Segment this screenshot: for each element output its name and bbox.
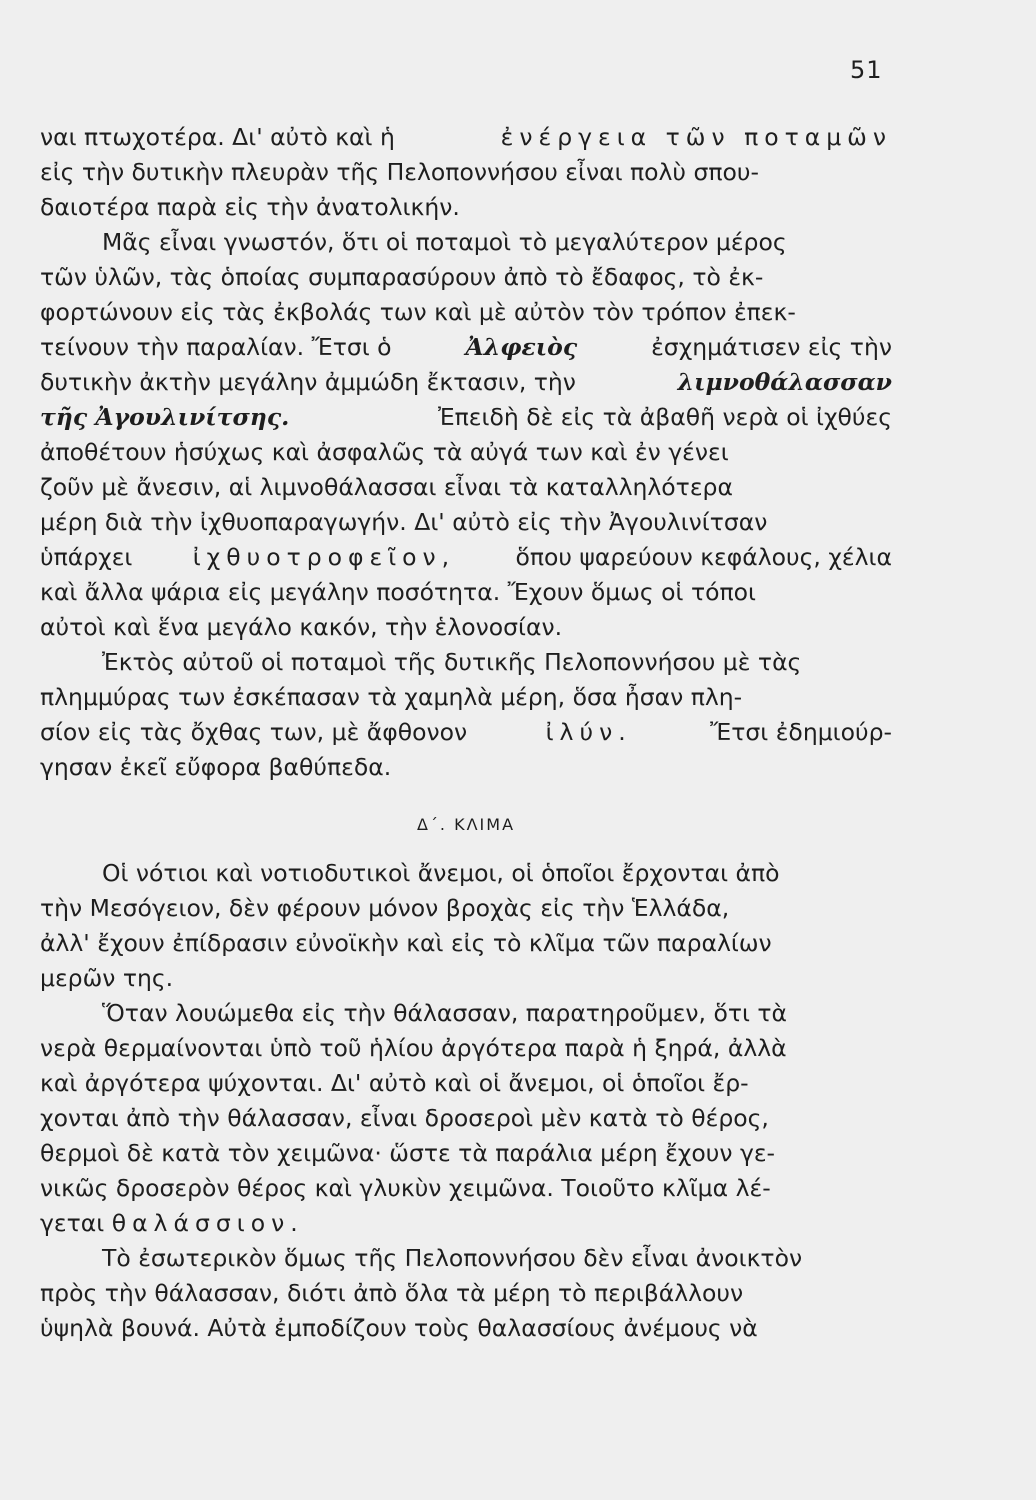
text-span: ναι πτωχοτέρα. Δι' αὐτὸ καὶ ἡ [40,123,395,151]
text-line: δαιοτέρα παρὰ εἰς τὴν ἀνατολικήν. [40,193,460,221]
text-line: πρὸς τὴν θάλασσαν, διότι ἀπὸ ὅλα τὰ μέρη τὸ περιβάλλουν [40,1279,744,1307]
bold-term: λιμνοθάλασσαν [677,368,892,396]
text-line: ὑψηλὰ βουνά. Αὐτὰ ἐμποδίζουν τοὺς θαλασσίους ἀνέμους νὰ [40,1314,758,1342]
spaced-text: ἰχθυοτροφεῖον, [192,543,456,571]
text-line: καὶ ἄλλα ψάρια εἰς μεγάλην ποσότητα. Ἔχουν ὅμως οἱ τόποι [40,578,756,606]
text-line: φορτώνουν εἰς τὰς ἐκβολάς των καὶ μὲ αὐτὸν τὸν τρόπον ἐπεκ- [40,298,796,326]
text-line: αὐτοὶ καὶ ἕνα μεγάλο κακόν, τὴν ἑλονοσίαν. [40,613,563,641]
text-line: ζοῦν μὲ ἄνεσιν, αἱ λιμνοθάλασσαι εἶναι τὰ καταλληλότερα [40,473,733,501]
spaced-text: θαλάσσιον. [111,1209,304,1237]
text-span: Ἐπειδὴ δὲ εἰς τὰ ἀβαθῆ νερὰ οἱ ἰχθύες [437,403,892,431]
text-line: τῶν ὑλῶν, τὰς ὁποίας συμπαρασύρουν ἀπὸ τὸ ἔδαφος, τὸ ἐκ- [40,263,764,291]
text-line [40,400,892,435]
text-line: χονται ἀπὸ τὴν θάλασσαν, εἶναι δροσεροὶ μὲν κατὰ τὸ θέρος, [40,1104,769,1132]
text-line [40,365,892,400]
text-span: σίον εἰς τὰς ὄχθας των, μὲ ἄφθονον [40,718,468,746]
paragraph-4 [40,856,892,996]
text-line: καὶ ἀργότερα ψύχονται. Δι' αὐτὸ καὶ οἱ ἄνεμοι, οἱ ὁποῖοι ἔρ- [40,1069,749,1097]
body-text [40,120,892,1346]
text-line: Οἱ νότιοι καὶ νοτιοδυτικοὶ ἄνεμοι, οἱ ὁποῖοι ἔρχονται ἀπὸ [102,859,780,887]
page-number: 51 [850,56,883,84]
text-line: Ὅταν λουώμεθα εἰς τὴν θάλασσαν, παρατηροῦμεν, ὅτι τὰ [102,999,788,1027]
spaced-text: ἰλύν. [545,718,632,746]
text-line: μέρη διὰ τὴν ἰχθυοπαραγωγήν. Δι' αὐτὸ εἰς τὴν Ἀγουλινίτσαν [40,508,768,536]
paragraph-2 [40,225,892,645]
spaced-text: ἐνέργεια τῶν ποταμῶν [500,123,892,151]
text-line: νικῶς δροσερὸν θέρος καὶ γλυκὺν χειμῶνα. Τοιοῦτο κλῖμα λέ- [40,1174,771,1202]
text-line [40,120,892,155]
bold-term: Ἀλφειὸς [465,333,578,361]
text-line: γησαν ἐκεῖ εὔφορα βαθύπεδα. [40,753,392,781]
paragraph-1 [40,120,892,225]
text-line: τὴν Μεσόγειον, δὲν φέρουν μόνον βροχὰς εἰς τὴν Ἑλλάδα, [40,894,730,922]
text-span: γεται [40,1209,105,1237]
text-line: ἀποθέτουν ἡσύχως καὶ ἀσφαλῶς τὰ αὐγά των καὶ ἐν γένει [40,438,729,466]
text-line [40,330,892,365]
text-line: Ἐκτὸς αὐτοῦ οἱ ποταμοὶ τῆς δυτικῆς Πελοποννήσου μὲ τὰς [102,648,802,676]
text-span: Ἔτσι ἐδημιούρ- [710,718,892,746]
text-line: νερὰ θερμαίνονται ὑπὸ τοῦ ἡλίου ἀργότερα παρὰ ἡ ξηρά, ἀλλὰ [40,1034,787,1062]
text-line: θερμοὶ δὲ κατὰ τὸν χειμῶνα· ὥστε τὰ παράλια μέρη ἔχουν γε- [40,1139,776,1167]
bold-term: τῆς Ἀγουλινίτσης. [40,403,290,431]
text-line: Τὸ ἐσωτερικὸν ὅμως τῆς Πελοποννήσου δὲν εἶναι ἀνοικτὸν [102,1244,803,1272]
text-span: ὅπου ψαρεύουν κεφάλους, χέλια [515,543,892,571]
paragraph-6 [40,1241,892,1346]
text-line [40,715,892,750]
text-span: δυτικὴν ἀκτὴν μεγάλην ἀμμώδη ἔκτασιν, τὴν [40,368,576,396]
section-heading: Δ΄. ΚΛΙΜΑ [416,815,516,834]
text-span: ὑπάρχει [40,543,133,571]
text-line: εἰς τὴν δυτικὴν πλευρὰν τῆς Πελοποννήσου εἶναι πολὺ σπου- [40,158,759,186]
text-line: Μᾶς εἶναι γνωστόν, ὅτι οἱ ποταμοὶ τὸ μεγαλύτερον μέρος [102,228,787,256]
text-line [40,1206,892,1241]
paragraph-5 [40,996,892,1241]
text-line: πλημμύρας των ἐσκέπασαν τὰ χαμηλὰ μέρη, ὅσα ἦσαν πλη- [40,683,743,711]
text-line: ἀλλ' ἔχουν ἐπίδρασιν εὐνοϊκὴν καὶ εἰς τὸ κλῖμα τῶν παραλίων [40,929,772,957]
text-span: τείνουν τὴν παραλίαν. Ἔτσι ὁ [40,333,392,361]
text-line [40,540,892,575]
paragraph-3 [40,645,892,785]
text-line: μερῶν της. [40,964,174,992]
text-span: ἐσχημάτισεν εἰς τὴν [651,333,892,361]
